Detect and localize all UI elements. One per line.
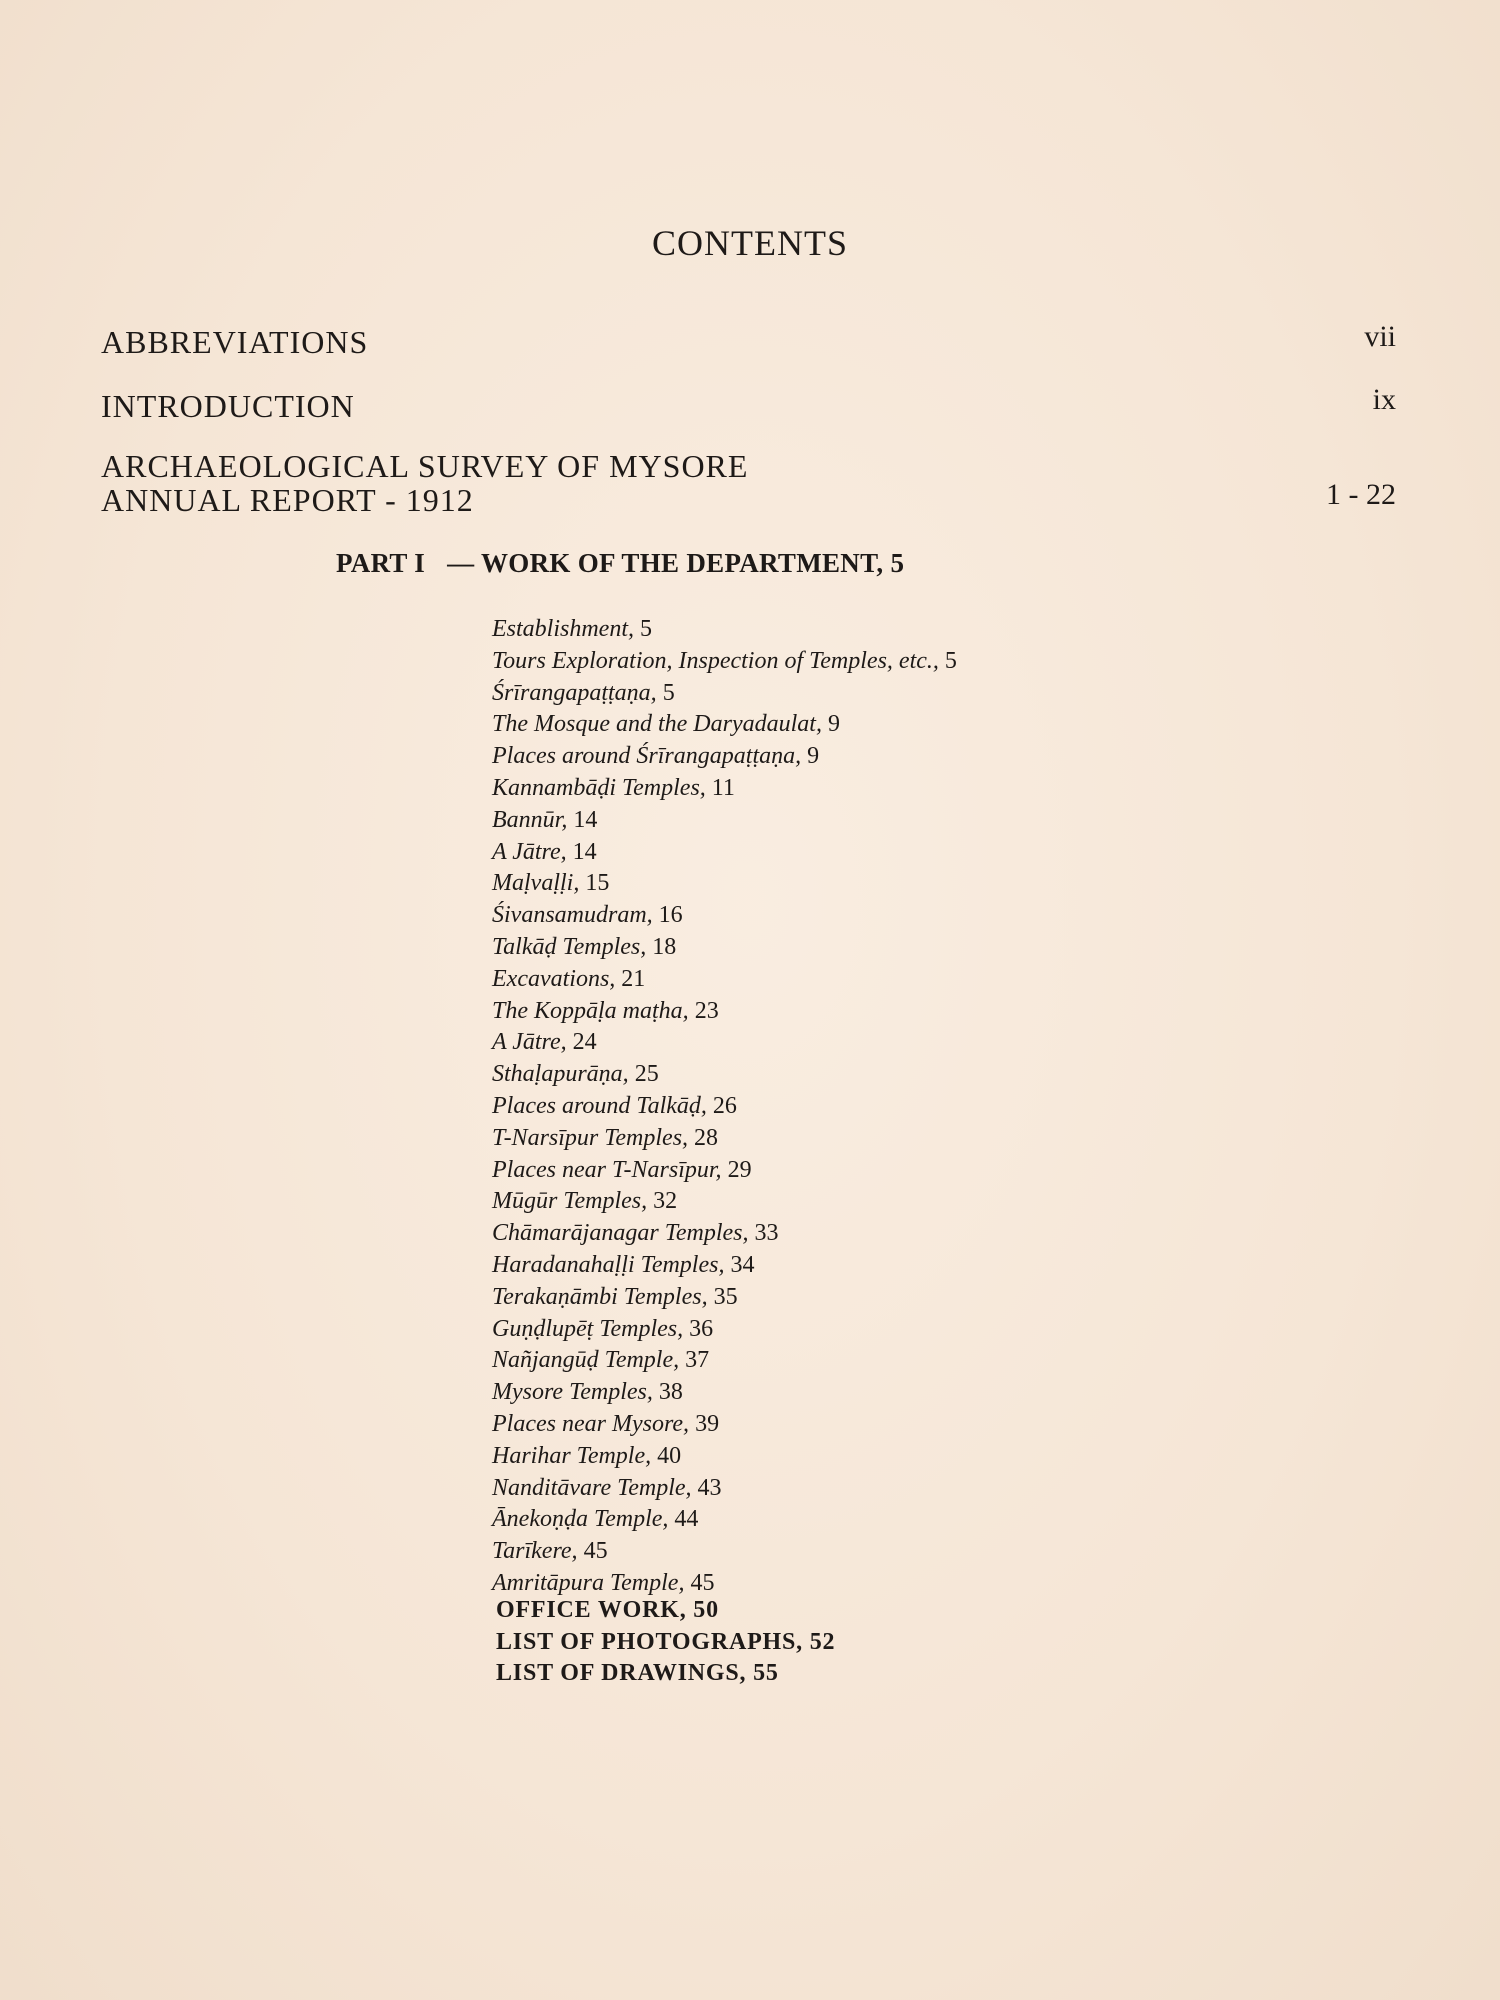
list-item [492, 1377, 957, 1409]
list-item [492, 1473, 957, 1505]
subentry-title: Places around Talkāḍ, [492, 1092, 707, 1119]
subentry-title: Terakaṇāmbi Temples, [492, 1283, 708, 1310]
subentry-page: 40 [657, 1442, 682, 1469]
list-item [492, 996, 957, 1028]
subentry-page: 34 [730, 1251, 755, 1278]
subentry-page: 5 [944, 647, 957, 674]
list-item [492, 646, 957, 678]
subentry-page: 37 [685, 1347, 710, 1374]
list-item [492, 1409, 957, 1441]
list-item [492, 1059, 957, 1091]
list-item [492, 1186, 957, 1218]
part-number: PART I [336, 548, 426, 578]
subentry-list [492, 614, 957, 1600]
bold-entry-list-of-photographs: LIST OF PHOTOGRAPHS, 52 [496, 1628, 836, 1655]
subentry-page: 24 [572, 1029, 597, 1056]
subentry-page: 44 [674, 1506, 699, 1533]
subentry-title: A Jātre, [492, 1029, 567, 1056]
list-item [492, 741, 957, 773]
subentry-title: Excavations, [492, 965, 616, 992]
subentry-page: 15 [585, 870, 610, 897]
subentry-title: Sthaḷapurāṇa, [492, 1061, 629, 1088]
list-item [492, 900, 957, 932]
subentry-page: 43 [697, 1474, 722, 1501]
list-item [492, 709, 957, 741]
subentry-page: 11 [711, 774, 735, 801]
subentry-title: Tours Exploration, Inspection of Temples, etc., [492, 647, 939, 674]
subentry-page: 36 [689, 1315, 714, 1342]
subentry-page: 14 [572, 838, 597, 865]
subentry-page: 5 [662, 679, 675, 706]
subentry-page: 45 [583, 1538, 608, 1565]
bold-entry-list [496, 1595, 835, 1690]
list-item [492, 1345, 957, 1377]
list-item [492, 932, 957, 964]
list-item [492, 1218, 957, 1250]
subentry-title: Kannambāḍi Temples, [492, 774, 706, 801]
subentry-page: 33 [754, 1220, 779, 1247]
list-item [492, 1441, 957, 1473]
subentry-title: Mūgūr Temples, [492, 1188, 648, 1215]
toc-page-annual-report: 1 - 22 [1326, 478, 1396, 511]
list-item [492, 868, 957, 900]
part-title: — WORK OF THE DEPARTMENT, 5 [447, 548, 905, 578]
subentry-page: 35 [713, 1283, 738, 1310]
subentry-title: Guṇḍlupēṭ Temples, [492, 1315, 684, 1342]
list-item [492, 1091, 957, 1123]
list-item [492, 837, 957, 869]
subentry-title: Places near Mysore, [492, 1410, 690, 1437]
subentry-page: 21 [621, 965, 646, 992]
bold-entry-office-work: OFFICE WORK, 50 [496, 1597, 719, 1623]
subentry-page: 25 [634, 1061, 659, 1088]
subentry-title: Mysore Temples, [492, 1379, 653, 1406]
subentry-title: Harihar Temple, [492, 1442, 652, 1469]
subentry-page: 23 [694, 997, 719, 1024]
subentry-page: 29 [727, 1156, 752, 1183]
subentry-title: Nañjangūḍ Temple, [492, 1347, 680, 1374]
subentry-title: Ānekoṇḍa Temple, [492, 1506, 669, 1533]
subentry-title: The Mosque and the Daryadaulat, [492, 711, 822, 738]
list-item [492, 678, 957, 710]
toc-entry-annual-report-line2: ANNUAL REPORT - 1912 [101, 482, 474, 518]
subentry-title: Chāmarājanagar Temples, [492, 1220, 749, 1247]
subentry-page: 16 [658, 902, 683, 929]
subentry-title: Bannūr, [492, 806, 568, 833]
list-item [492, 773, 957, 805]
list-item [492, 614, 957, 646]
subentry-title: The Koppāḷa maṭha, [492, 997, 689, 1024]
toc-page-introduction: ix [1372, 383, 1396, 416]
list-item [492, 1536, 957, 1568]
subentry-title: Places near T-Narsīpur, [492, 1156, 722, 1183]
list-item [492, 964, 957, 996]
list-item [492, 1504, 957, 1536]
subentry-page: 38 [658, 1379, 683, 1406]
list-item [492, 1282, 957, 1314]
page-title: CONTENTS [652, 223, 848, 263]
subentry-title: Amritāpura Temple, [492, 1569, 685, 1596]
toc-entry-introduction: INTRODUCTION [101, 388, 355, 424]
subentry-title: Maḷvaḷḷi, [492, 870, 580, 897]
subentry-title: T-Narsīpur Temples, [492, 1124, 689, 1151]
subentry-page: 45 [690, 1569, 715, 1596]
subentry-page: 28 [694, 1124, 719, 1151]
subentry-title: Establishment, [492, 616, 634, 642]
list-item [492, 1250, 957, 1282]
subentry-page: 39 [695, 1410, 720, 1437]
subentry-title: Talkāḍ Temples, [492, 933, 647, 960]
subentry-page: 9 [807, 743, 820, 770]
subentry-page: 9 [827, 711, 840, 738]
subentry-page: 18 [652, 933, 677, 960]
toc-page-abbreviations: vii [1364, 320, 1396, 353]
subentry-title: Haradanahaḷḷi Temples, [492, 1251, 725, 1278]
subentry-title: Śrīrangapaṭṭaṇa, [492, 679, 657, 706]
list-item [492, 1027, 957, 1059]
list-item [492, 805, 957, 837]
bold-entry-list-of-drawings: LIST OF DRAWINGS, 55 [496, 1660, 779, 1686]
list-item [492, 1123, 957, 1155]
subentry-page: 5 [640, 616, 652, 642]
list-item [492, 1314, 957, 1346]
subentry-title: Places around Śrīrangapaṭṭaṇa, [492, 743, 802, 770]
subentry-page: 32 [653, 1188, 678, 1215]
list-item [492, 1155, 957, 1187]
subentry-title: A Jātre, [492, 838, 567, 865]
toc-entry-annual-report [101, 449, 748, 517]
toc-entry-annual-report-line1: ARCHAEOLOGICAL SURVEY OF MYSORE [101, 448, 749, 484]
toc-entry-abbreviations: ABBREVIATIONS [101, 324, 369, 360]
subentry-page: 14 [573, 806, 598, 833]
subentry-title: Nanditāvare Temple, [492, 1474, 692, 1501]
subentry-page: 26 [712, 1092, 737, 1119]
part-heading [336, 548, 904, 579]
subentry-title: Tarīkere, [492, 1538, 578, 1565]
subentry-title: Śivansamudram, [492, 902, 653, 929]
